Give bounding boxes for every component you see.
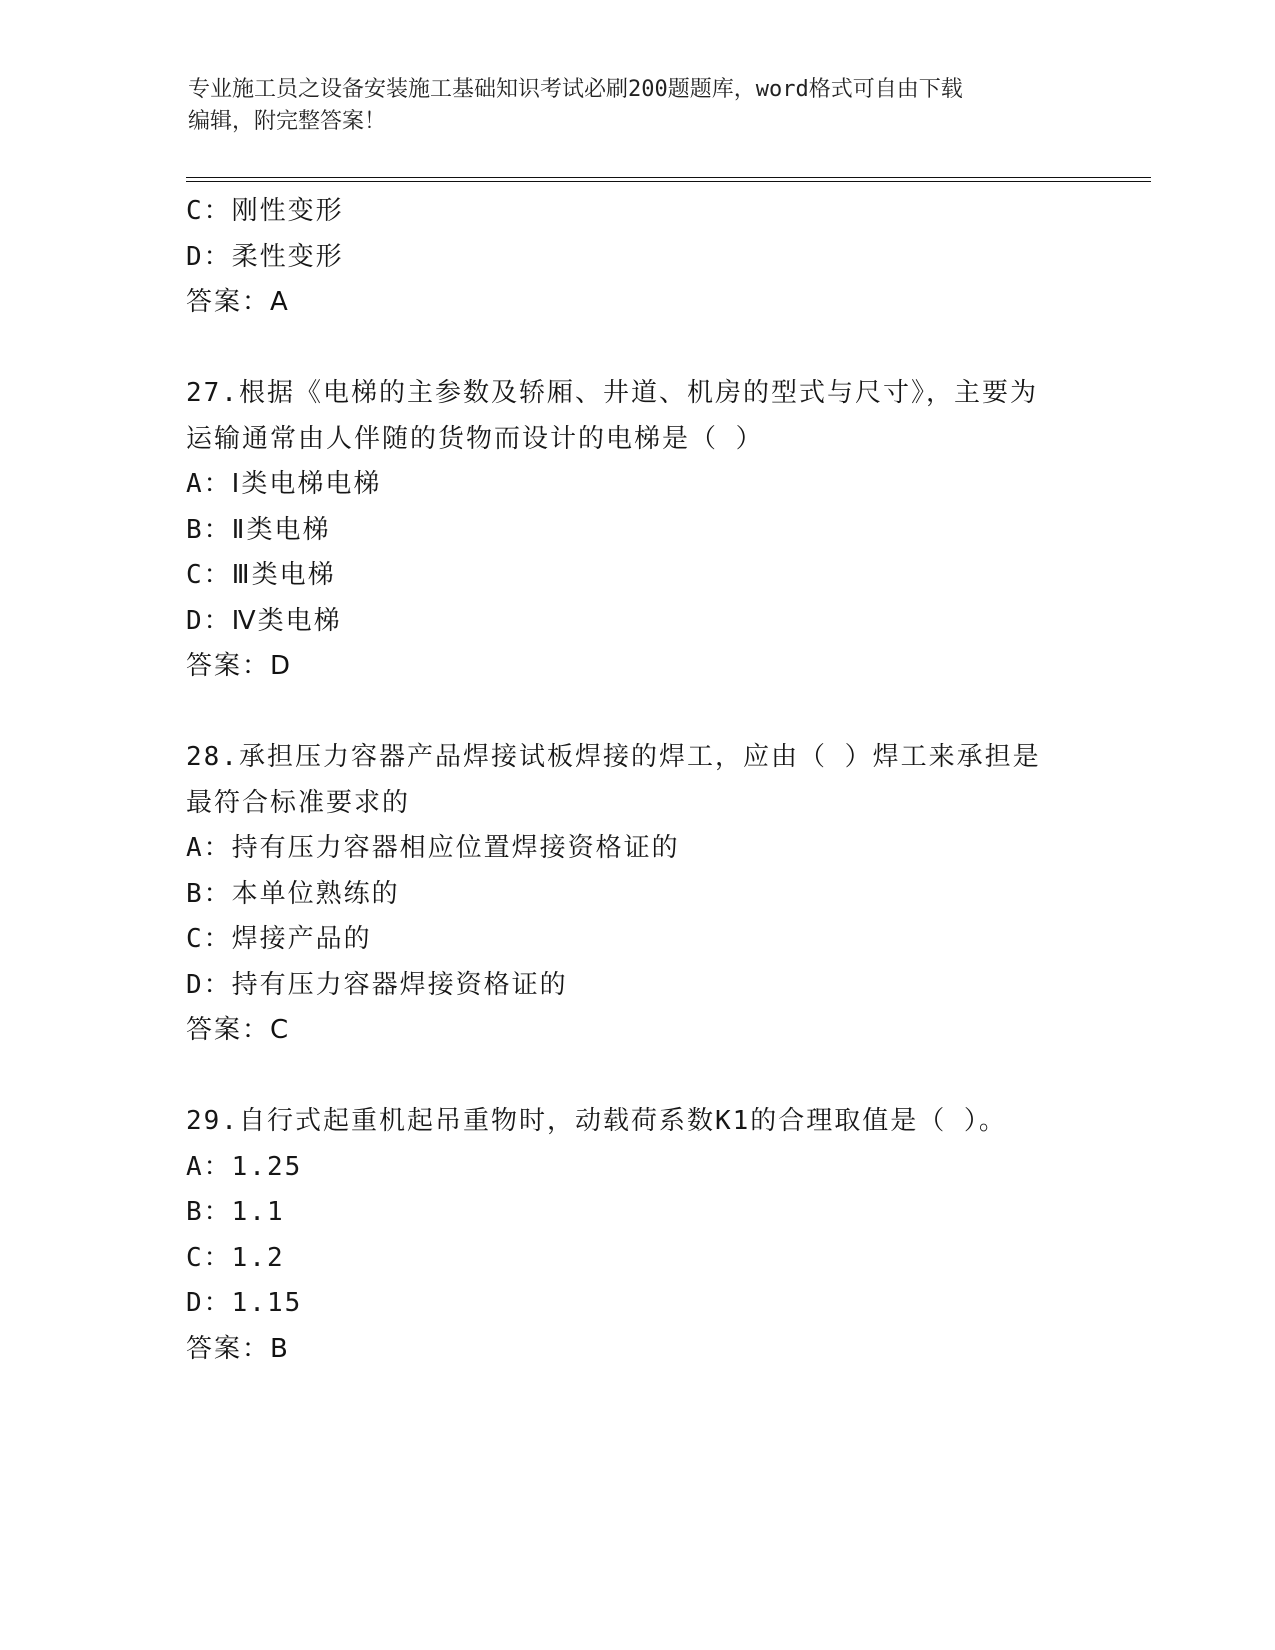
question-28-stem-line-2: 最符合标准要求的: [186, 787, 411, 818]
header-divider-bottom: [186, 181, 1151, 182]
page-header: [188, 74, 1088, 138]
question-27-stem-line-2: 运输通常由人伴随的货物而设计的电梯是（ ）: [186, 423, 764, 454]
question-27-option-b: B：Ⅱ类电梯: [186, 514, 331, 545]
question-29: [186, 1099, 1086, 1372]
question-29-stem-line-1: 29.自行式起重机起吊重物时，动载荷系数K1的合理取值是（ ）。: [186, 1106, 1007, 1136]
question-29-option-d: D：1.15: [186, 1288, 303, 1318]
question-26-tail: [186, 189, 1086, 326]
question-27-option-a: A：Ⅰ类电梯电梯: [186, 469, 382, 499]
question-28-option-d: D：持有压力容器焊接资格证的: [186, 969, 568, 1000]
question-28-answer: 答案：C: [186, 1015, 291, 1045]
question-28: [186, 735, 1086, 1054]
question-29-option-b: B：1.1: [186, 1197, 285, 1227]
question-28-stem-line-1: 28.承担压力容器产品焊接试板焊接的焊工，应由（ ）焊工来承担是: [186, 742, 1041, 772]
spacer: [186, 326, 1086, 372]
question-27: [186, 371, 1086, 690]
question-26-answer: 答案：A: [186, 287, 290, 317]
question-28-option-a: A：持有压力容器相应位置焊接资格证的: [186, 833, 680, 863]
question-28-option-c: C：焊接产品的: [186, 924, 372, 954]
question-29-option-c: C：1.2: [186, 1242, 285, 1273]
question-list: [186, 189, 1086, 1372]
question-27-answer: 答案：D: [186, 651, 293, 681]
spacer: [186, 690, 1086, 736]
question-27-stem-line-1: 27.根据《电梯的主参数及轿厢、井道、机房的型式与尺寸》，主要为: [186, 378, 1038, 408]
question-27-option-d: D：Ⅳ类电梯: [186, 605, 342, 636]
header-title-line-2: 编辑，附完整答案！: [188, 109, 387, 134]
question-29-option-a: A：1.25: [186, 1151, 303, 1182]
question-26-option-d: D：柔性变形: [186, 241, 344, 272]
question-28-option-b: B：本单位熟练的: [186, 878, 400, 909]
question-27-option-c: C：Ⅲ类电梯: [186, 560, 336, 590]
header-title-line-1: 专业施工员之设备安装施工基础知识考试必刷200题题库，word格式可自由下载: [188, 77, 963, 102]
spacer: [186, 1054, 1086, 1100]
question-26-option-c: C：刚性变形: [186, 196, 344, 226]
header-divider-top: [186, 177, 1151, 178]
question-29-answer: 答案：B: [186, 1333, 290, 1364]
